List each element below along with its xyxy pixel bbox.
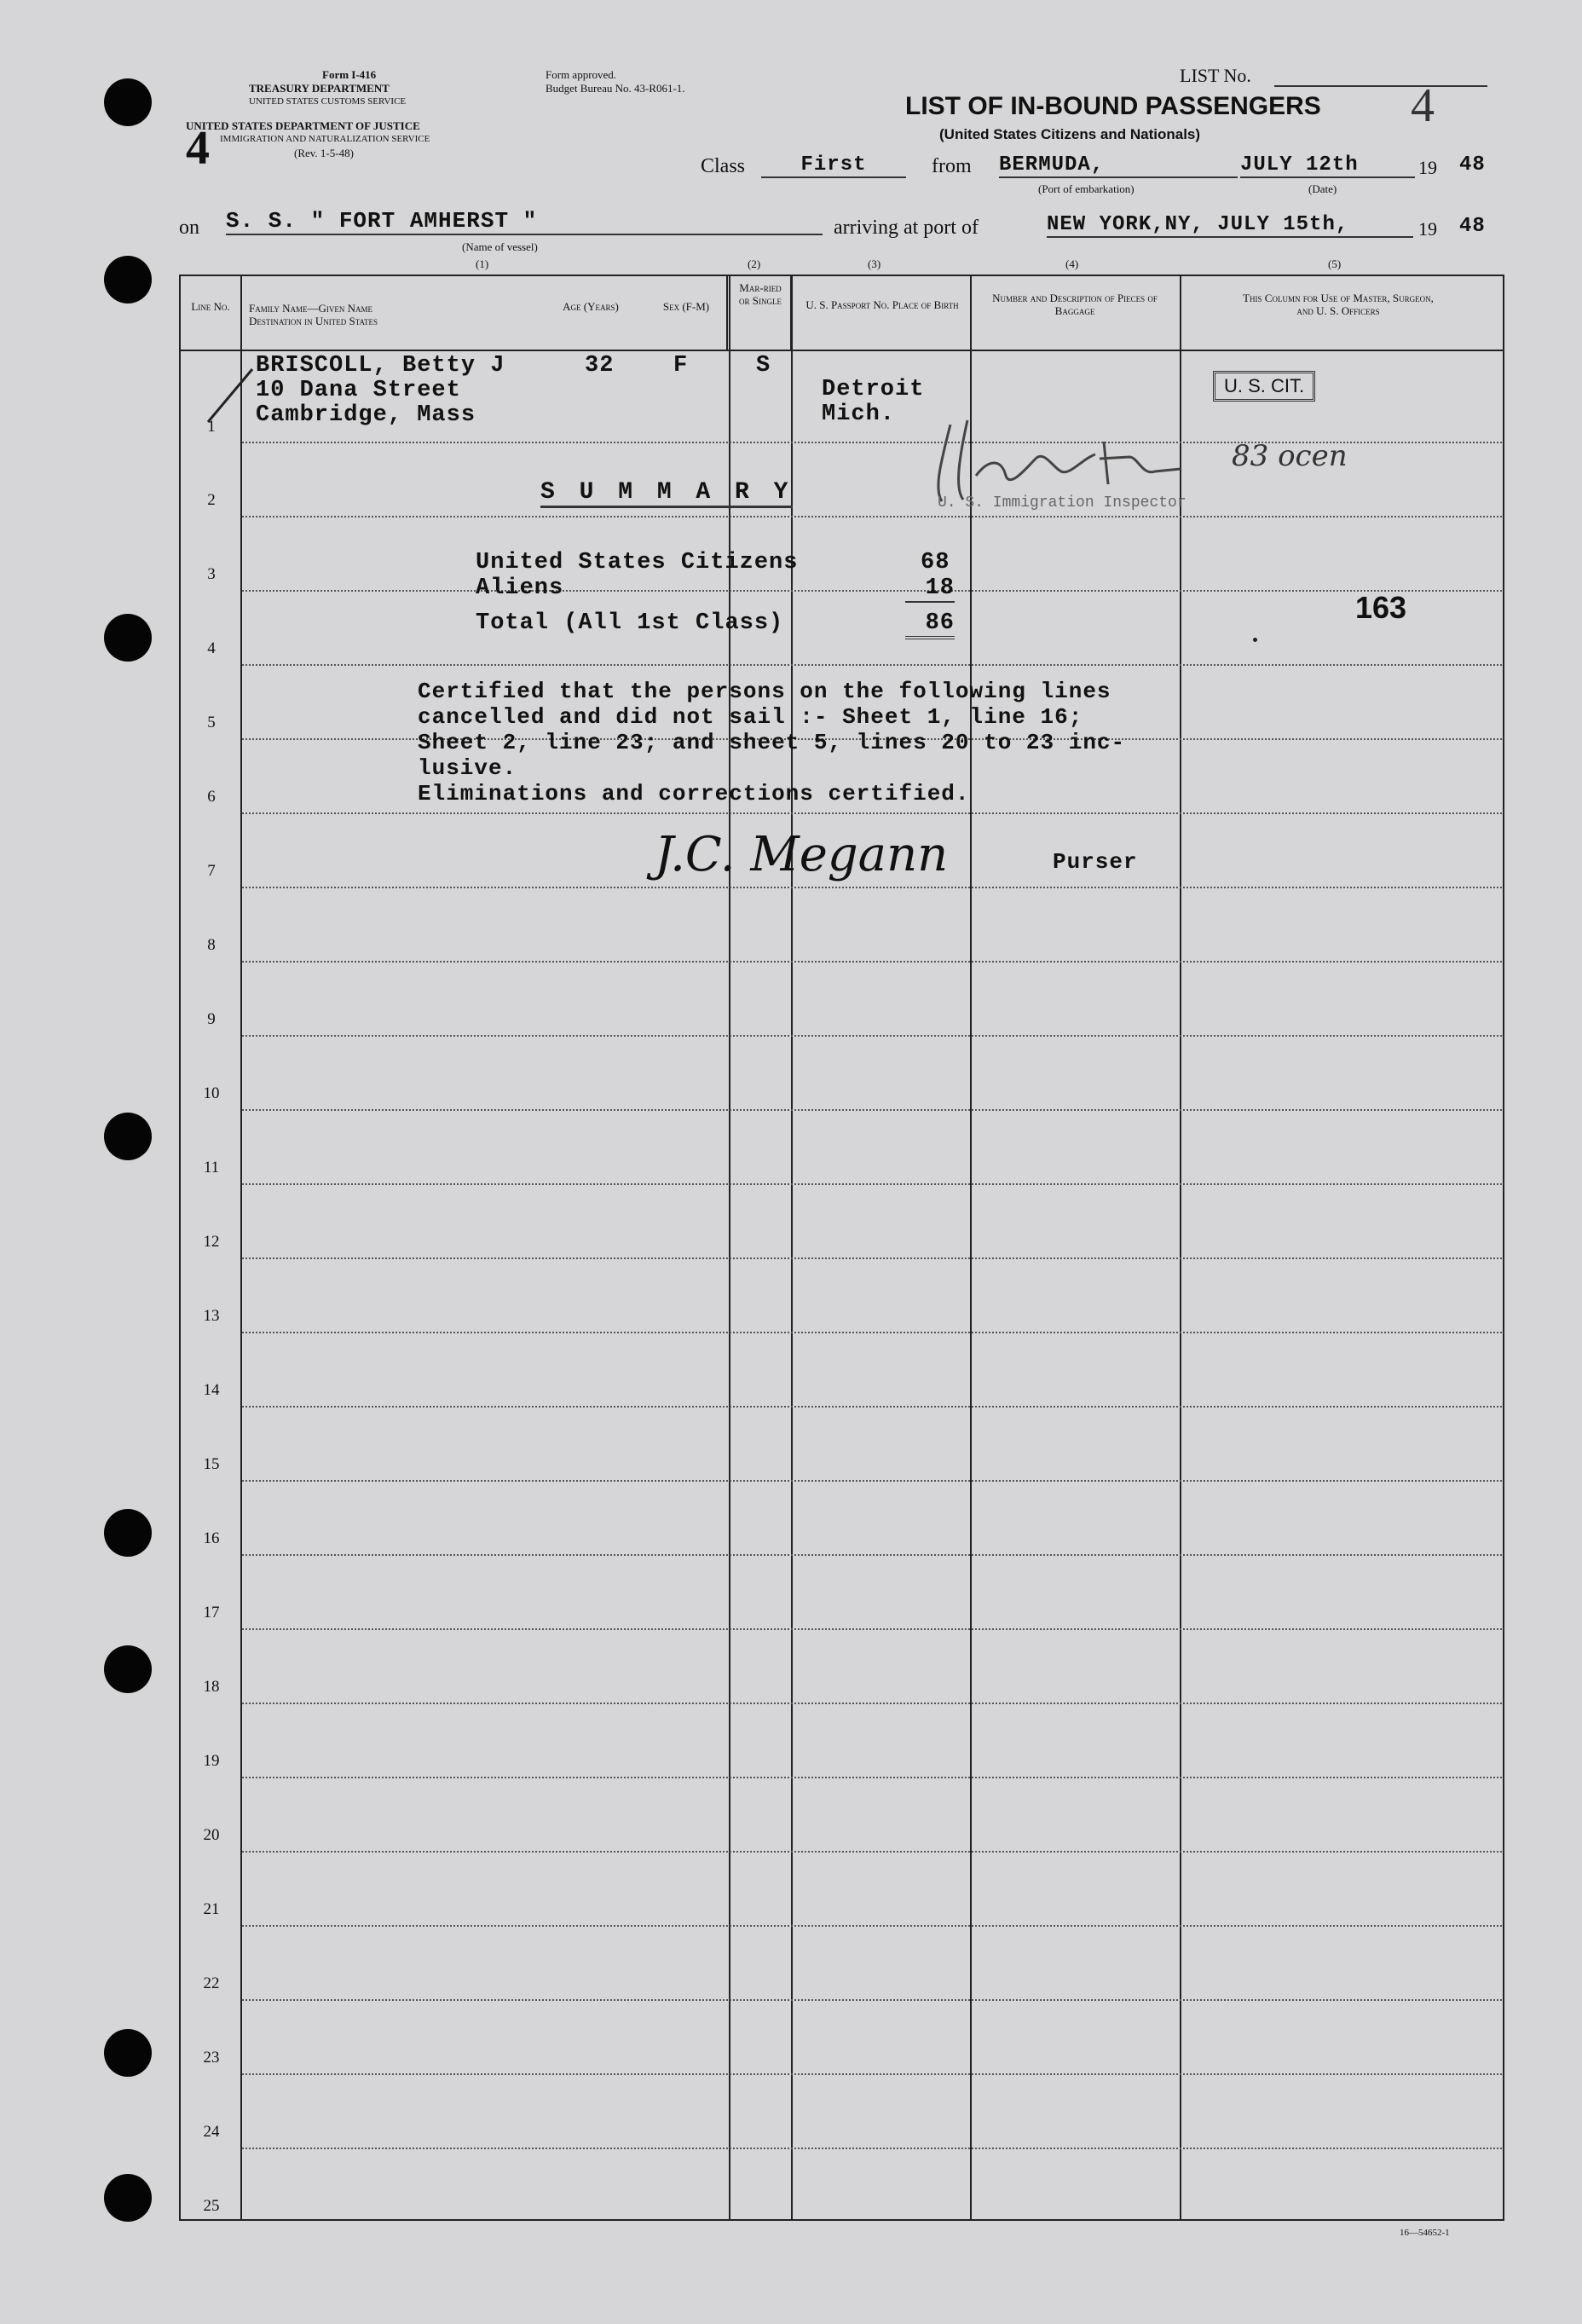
punch-hole-2 <box>104 256 152 304</box>
on-label: on <box>179 217 199 239</box>
page-title: LIST OF IN-BOUND PASSENGERS <box>905 92 1321 120</box>
line-number: 21 <box>203 1900 220 1918</box>
line-number: 24 <box>203 2123 220 2141</box>
summary-row-value: 86 <box>905 610 955 639</box>
side-total: 163 <box>1355 590 1407 625</box>
row-rule <box>242 1035 1502 1037</box>
passenger-address-2: Cambridge, Mass <box>256 402 476 428</box>
line-number: 1 <box>207 418 216 436</box>
line-number: 14 <box>203 1381 220 1399</box>
line-number: 13 <box>203 1307 220 1325</box>
inspector-note: 83 ocen <box>1232 439 1348 473</box>
birth-place-2: Mich. <box>822 402 896 427</box>
from-date: JULY 12th <box>1240 153 1415 178</box>
from-label: from <box>932 155 972 177</box>
col-head-destination: Destination in United States <box>249 315 378 327</box>
col-divider-baggage <box>1180 275 1181 2221</box>
col-divider-passport <box>970 275 972 2221</box>
col-head-name: Family Name—Given Name <box>249 302 372 315</box>
signer-title: Purser <box>1053 849 1138 875</box>
col-divider-name <box>726 275 728 351</box>
col-num-2: (2) <box>748 257 761 270</box>
from-year-prefix: 19 <box>1418 157 1437 178</box>
row-rule <box>242 1703 1502 1704</box>
line-number: 8 <box>207 936 216 954</box>
purser-signature: J.C. Megann <box>655 827 949 882</box>
line-number: 3 <box>207 565 216 583</box>
line-number: 22 <box>203 1974 220 1992</box>
punch-hole-3 <box>104 614 152 662</box>
passenger-table <box>179 275 1504 2221</box>
row-rule <box>242 1628 1502 1630</box>
form-id: Form I-416 <box>322 68 377 81</box>
row-rule <box>242 1183 1502 1185</box>
col-num-4: (4) <box>1065 257 1079 270</box>
passenger-address-1: 10 Dana Street <box>256 378 461 403</box>
line-number: 4 <box>207 639 216 657</box>
page-subtitle: (United States Citizens and Nationals) <box>939 126 1201 142</box>
line-number: 16 <box>203 1529 220 1547</box>
row-rule <box>242 1109 1502 1111</box>
header-rule <box>179 350 1504 351</box>
line-number: 2 <box>207 491 216 509</box>
col-head-officers: This Column for Use of Master, Surgeon, and U. S. Officers <box>1243 292 1434 317</box>
punch-hole-5 <box>104 1509 152 1557</box>
line-number: 9 <box>207 1010 216 1028</box>
row-rule <box>242 1925 1502 1927</box>
row-rule <box>242 1257 1502 1259</box>
date-caption: (Date) <box>1308 182 1337 195</box>
arrival-year-suffix: 48 <box>1459 215 1486 238</box>
vessel-name: S. S. " FORT AMHERST " <box>226 208 823 235</box>
col-head-sex: Sex (F-M) <box>662 300 710 313</box>
line-number: 23 <box>203 2049 220 2067</box>
certification-line: Eliminations and corrections certified. <box>418 781 970 806</box>
row-rule <box>242 1851 1502 1853</box>
port-caption: (Port of embarkation) <box>1038 182 1135 195</box>
row-rule <box>242 1480 1502 1482</box>
dot-mark <box>1253 638 1257 642</box>
punch-hole-4 <box>104 1113 152 1160</box>
summary-row-value: 18 <box>905 575 955 603</box>
punch-hole-1 <box>104 78 152 126</box>
row-rule <box>242 1999 1502 2001</box>
line-number: 7 <box>207 862 216 880</box>
certification-line: Sheet 2, line 23; and sheet 5, lines 20 to 23 inc- <box>418 730 1126 755</box>
row-rule <box>242 516 1502 517</box>
line-number: 10 <box>203 1084 220 1102</box>
col-head-passport: U. S. Passport No. Place of Birth <box>805 298 959 311</box>
row-rule <box>242 1554 1502 1556</box>
row-rule <box>242 1332 1502 1333</box>
passenger-sex: F <box>673 353 689 379</box>
col-head-line: Line No. <box>191 300 230 313</box>
certification-line: Certified that the persons on the following lines <box>418 679 1111 704</box>
row-rule <box>242 2073 1502 2075</box>
arriving-label: arriving at port of <box>834 217 979 239</box>
row-rule <box>242 590 1502 592</box>
immigration-inspector-caption: U. S. Immigration Inspector <box>938 494 1186 512</box>
passenger-name: BRISCOLL, Betty J <box>256 353 505 379</box>
row-rule <box>242 664 1502 666</box>
line-number: 18 <box>203 1678 220 1696</box>
punch-hole-8 <box>104 2174 152 2222</box>
row-rule <box>242 2148 1502 2149</box>
class-label: Class <box>701 155 746 177</box>
summary-row-value: 68 <box>921 550 950 575</box>
col-num-5: (5) <box>1328 257 1342 270</box>
col-head-age: Age (Years) <box>563 300 619 313</box>
checkmark-icon <box>205 362 256 435</box>
line-number: 5 <box>207 714 216 731</box>
rev: (Rev. 1-5-48) <box>294 147 354 159</box>
from-value: BERMUDA, <box>999 153 1238 178</box>
summary-row-label: United States Citizens <box>476 550 799 575</box>
corner-number: 4 <box>186 122 210 175</box>
line-number: 15 <box>203 1455 220 1473</box>
certification-line: lusive. <box>418 755 517 781</box>
from-year-suffix: 48 <box>1459 153 1486 176</box>
list-no-label: LIST No. <box>1180 65 1251 86</box>
row-rule <box>242 1406 1502 1408</box>
row-rule <box>242 887 1502 888</box>
treasury-dept: TREASURY DEPARTMENT <box>249 82 390 95</box>
line-number: 6 <box>207 788 216 806</box>
us-cit-stamp: U. S. CIT. <box>1213 371 1315 402</box>
customs-service: UNITED STATES CUSTOMS SERVICE <box>249 96 407 107</box>
vessel-caption: (Name of vessel) <box>462 240 538 253</box>
col-num-1: (1) <box>476 257 489 270</box>
row-rule <box>242 1777 1502 1778</box>
list-no-line <box>1274 85 1487 87</box>
line-number: 20 <box>203 1826 220 1844</box>
col-num-3: (3) <box>868 257 881 270</box>
row-rule <box>242 812 1502 814</box>
class-value: First <box>761 153 906 178</box>
passenger-marital: S <box>756 353 771 379</box>
arrival-port: NEW YORK,NY, JULY 15th, <box>1047 213 1413 238</box>
row-rule <box>242 961 1502 963</box>
line-number: 11 <box>203 1159 220 1176</box>
arrival-year-prefix: 19 <box>1418 218 1437 240</box>
punch-hole-7 <box>104 2029 152 2077</box>
passenger-age: 32 <box>585 353 615 379</box>
form-approved: Form approved. <box>546 68 617 81</box>
summary-row-label: Total (All 1st Class) <box>476 610 784 636</box>
punch-hole-6 <box>104 1645 152 1693</box>
doj: UNITED STATES DEPARTMENT OF JUSTICE <box>186 119 420 132</box>
ins: IMMIGRATION AND NATURALIZATION SERVICE <box>220 134 430 144</box>
line-number: 19 <box>203 1752 220 1770</box>
certification-line: cancelled and did not sail :- Sheet 1, line 16; <box>418 704 1083 730</box>
list-no-value: 4 <box>1411 79 1435 132</box>
footer-code: 16—54652-1 <box>1400 2228 1450 2238</box>
col-head-baggage: Number and Description of Pieces of Baggage <box>992 292 1158 317</box>
line-number: 12 <box>203 1233 220 1251</box>
summary-heading: S U M M A R Y <box>540 479 793 508</box>
col-divider-line <box>240 275 242 2221</box>
col-head-married: Mar-ried or Single <box>739 281 782 307</box>
line-number: 25 <box>203 2197 220 2215</box>
birth-place-1: Detroit <box>822 377 925 402</box>
summary-row-label: Aliens <box>476 575 564 601</box>
budget-bureau: Budget Bureau No. 43-R061-1. <box>546 82 685 95</box>
line-number: 17 <box>203 1604 220 1622</box>
